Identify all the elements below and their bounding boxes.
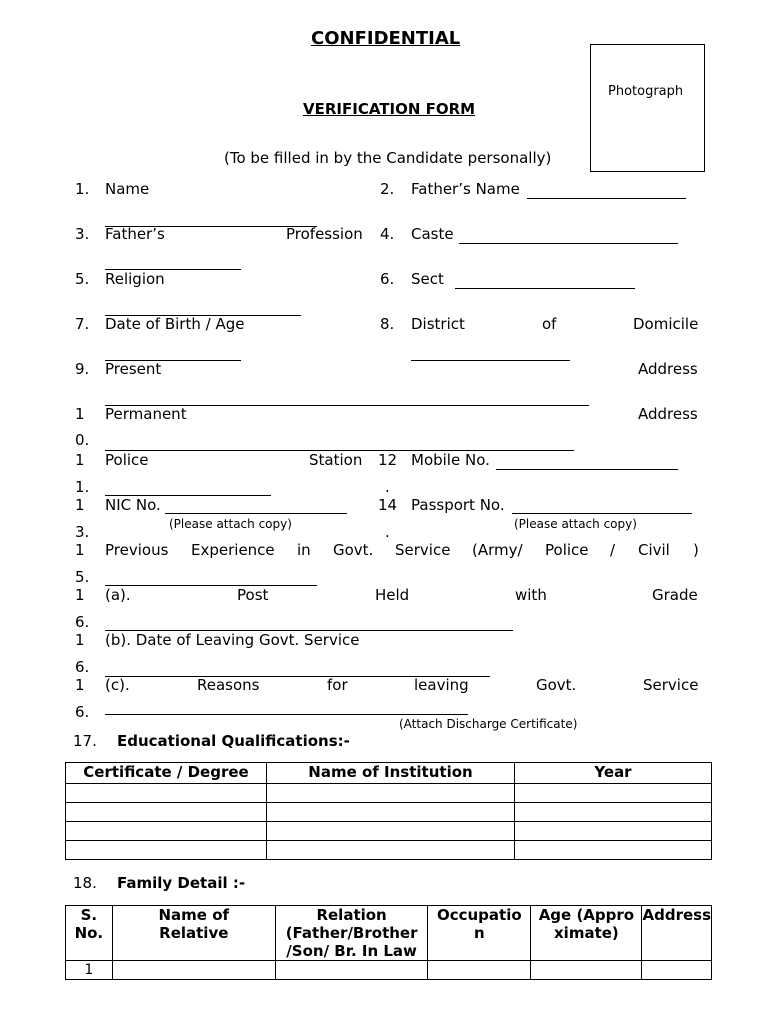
reasons-word: (c). bbox=[105, 676, 130, 694]
field-15-number-a: 1 bbox=[75, 541, 85, 559]
confidential-heading: CONFIDENTIAL bbox=[311, 28, 461, 49]
field-10-number-a: 1 bbox=[75, 405, 85, 423]
fathers-name-line[interactable] bbox=[527, 198, 686, 199]
field-6-number: 6. bbox=[380, 270, 395, 288]
experience-word: Previous bbox=[105, 541, 169, 559]
district-line[interactable] bbox=[411, 360, 570, 361]
nic-attach-note: (Please attach copy) bbox=[169, 517, 292, 531]
post-held-word: with bbox=[515, 586, 547, 604]
field-1-number: 1. bbox=[75, 180, 90, 198]
field-3-number: 3. bbox=[75, 225, 90, 243]
post-held-word: Grade bbox=[652, 586, 698, 604]
section-17-number: 17. bbox=[73, 732, 97, 750]
sect-line[interactable] bbox=[455, 288, 635, 289]
date-leaving-label: (b). Date of Leaving Govt. Service bbox=[105, 631, 360, 649]
field-13-number-b: 3. bbox=[75, 523, 90, 541]
instruction-text: (To be filled in by the Candidate personally) bbox=[224, 149, 552, 167]
post-held-word: Held bbox=[375, 586, 410, 604]
caste-label: Caste bbox=[411, 225, 454, 243]
reasons-word: leaving bbox=[414, 676, 469, 694]
field-11-number-a: 1 bbox=[75, 451, 85, 469]
discharge-note: (Attach Discharge Certificate) bbox=[399, 717, 578, 731]
field-10-number-b: 0. bbox=[75, 431, 90, 449]
family-row-sno: 1 bbox=[66, 961, 113, 980]
education-heading: Educational Qualifications:- bbox=[117, 732, 350, 750]
field-11-number-b: 1. bbox=[75, 478, 90, 496]
family-col-age: Age (Approximate) bbox=[531, 906, 642, 961]
field-14-number-a: 14 bbox=[378, 496, 398, 514]
family-table bbox=[65, 905, 712, 980]
field-8-number: 8. bbox=[380, 315, 395, 333]
field-16a-number-b: 6. bbox=[75, 613, 90, 631]
field-9-number: 9. bbox=[75, 360, 90, 378]
education-col-year: Year bbox=[515, 763, 712, 784]
form-title: VERIFICATION FORM bbox=[303, 100, 476, 118]
field-15-number-b: 5. bbox=[75, 568, 90, 586]
reasons-word: Reasons bbox=[197, 676, 260, 694]
experience-word: (Army/ bbox=[472, 541, 523, 559]
table-row bbox=[66, 841, 712, 860]
field-5-number: 5. bbox=[75, 270, 90, 288]
dob-age-label: Date of Birth / Age bbox=[105, 315, 245, 333]
field-12-number-a: 12 bbox=[378, 451, 398, 469]
experience-line[interactable] bbox=[105, 585, 317, 586]
mobile-label: Mobile No. bbox=[411, 451, 490, 469]
table-row bbox=[66, 803, 712, 822]
caste-line[interactable] bbox=[459, 243, 678, 244]
table-row bbox=[66, 822, 712, 841]
permanent-address-label-b: Address bbox=[638, 405, 698, 423]
present-address-label: Present bbox=[105, 360, 162, 378]
nic-line[interactable] bbox=[165, 513, 347, 514]
family-heading: Family Detail :- bbox=[117, 874, 246, 892]
field-16b-number-a: 1 bbox=[75, 631, 85, 649]
district-label-of: of bbox=[542, 315, 557, 333]
experience-word: / bbox=[610, 541, 616, 559]
education-col-institution: Name of Institution bbox=[267, 763, 515, 784]
experience-word: Civil bbox=[638, 541, 670, 559]
passport-label: Passport No. bbox=[411, 496, 505, 514]
passport-attach-note: (Please attach copy) bbox=[514, 517, 637, 531]
reasons-word: Service bbox=[643, 676, 699, 694]
religion-label: Religion bbox=[105, 270, 165, 288]
fathers-name-label: Father’s Name bbox=[411, 180, 520, 198]
fathers-profession-label: Father’s bbox=[105, 225, 165, 243]
district-label: District bbox=[411, 315, 465, 333]
mobile-line[interactable] bbox=[496, 469, 678, 470]
district-label-domicile: Domicile bbox=[633, 315, 699, 333]
family-col-name: Name of Relative bbox=[112, 906, 275, 961]
field-16a-number-a: 1 bbox=[75, 586, 85, 604]
table-row bbox=[66, 961, 712, 980]
present-address-label-b: Address bbox=[638, 360, 698, 378]
family-col-relation: Relation (Father/Brother /Son/ Br. In Law bbox=[275, 906, 427, 961]
field-14-number-b: . bbox=[385, 523, 390, 541]
field-2-number: 2. bbox=[380, 180, 395, 198]
education-table bbox=[65, 762, 712, 860]
fathers-profession-label-b: Profession bbox=[286, 225, 363, 243]
nic-label: NIC No. bbox=[105, 496, 161, 514]
experience-word: in bbox=[297, 541, 311, 559]
field-16c-number-a: 1 bbox=[75, 676, 85, 694]
post-held-word: (a). bbox=[105, 586, 131, 604]
table-row bbox=[66, 784, 712, 803]
experience-word: Govt. bbox=[333, 541, 374, 559]
experience-word: ) bbox=[693, 541, 699, 559]
photograph-box[interactable] bbox=[590, 44, 705, 172]
police-station-label-b: Station bbox=[309, 451, 363, 469]
field-16c-number-b: 6. bbox=[75, 703, 90, 721]
field-12-number-b: . bbox=[385, 478, 390, 496]
reasons-word: for bbox=[327, 676, 348, 694]
reasons-word: Govt. bbox=[536, 676, 577, 694]
field-16b-number-b: 6. bbox=[75, 658, 90, 676]
name-label: Name bbox=[105, 180, 150, 198]
education-col-certificate: Certificate / Degree bbox=[66, 763, 267, 784]
family-col-address: Address bbox=[642, 906, 712, 961]
permanent-address-label: Permanent bbox=[105, 405, 187, 423]
family-col-sno: S. No. bbox=[66, 906, 113, 961]
police-station-label: Police bbox=[105, 451, 149, 469]
family-col-occupation: Occupation bbox=[428, 906, 531, 961]
experience-word: Service bbox=[395, 541, 451, 559]
passport-line[interactable] bbox=[512, 513, 692, 514]
sect-label: Sect bbox=[411, 270, 444, 288]
photograph-label: Photograph bbox=[608, 84, 684, 99]
reasons-line[interactable] bbox=[105, 714, 468, 715]
section-18-number: 18. bbox=[73, 874, 97, 892]
field-13-number-a: 1 bbox=[75, 496, 85, 514]
field-4-number: 4. bbox=[380, 225, 395, 243]
field-7-number: 7. bbox=[75, 315, 90, 333]
experience-word: Experience bbox=[191, 541, 275, 559]
post-held-word: Post bbox=[237, 586, 269, 604]
experience-word: Police bbox=[545, 541, 589, 559]
